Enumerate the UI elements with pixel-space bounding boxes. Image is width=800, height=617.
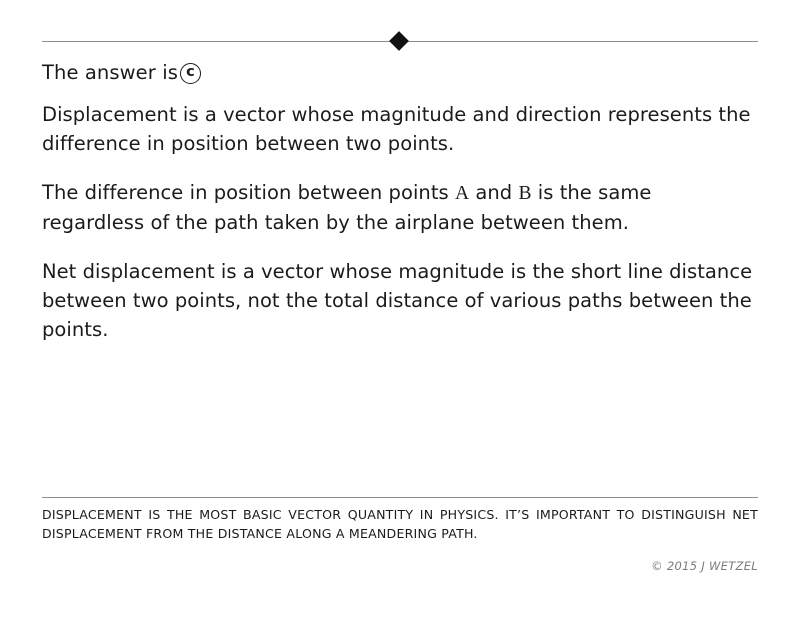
top-divider (42, 41, 758, 44)
answer-prefix-label: The answer is (42, 61, 178, 84)
footer-note (42, 505, 758, 543)
answer-line (42, 58, 758, 88)
slide-body (42, 58, 758, 344)
diamond-icon (389, 31, 409, 51)
paragraph-displacement-definition: Displacement is a vector whose magnitude and direction represents the difference in position between two points. (42, 103, 751, 155)
paragraph-2-part-1: The difference in position between points (42, 181, 455, 204)
point-label-b: B (518, 183, 532, 204)
paragraph-2-part-2: and (469, 181, 519, 204)
answer-choice-badge: c (180, 63, 201, 84)
point-label-a: A (454, 183, 470, 204)
bottom-horizontal-rule (42, 497, 758, 498)
footer-note-line-1: DISPLACEMENT IS THE MOST BASIC VECTOR QUANTITY IN PHYSICS. IT’S IMPORTANT TO DISTINGUISH NET (42, 507, 758, 522)
paragraph-difference-in-position (42, 178, 758, 237)
footer-note-line-2: DISPLACEMENT FROM THE DISTANCE ALONG A MEANDERING PATH. (42, 526, 478, 541)
copyright-notice: © 2015 J WETZEL (651, 559, 758, 573)
paragraph-net-displacement: Net displacement is a vector whose magnitude is the short line distance between two points, not the total distance of various paths between the points. (42, 260, 753, 341)
paragraph-2-part-3: is the same regardless of the path taken by the airplane between them. (42, 181, 652, 234)
